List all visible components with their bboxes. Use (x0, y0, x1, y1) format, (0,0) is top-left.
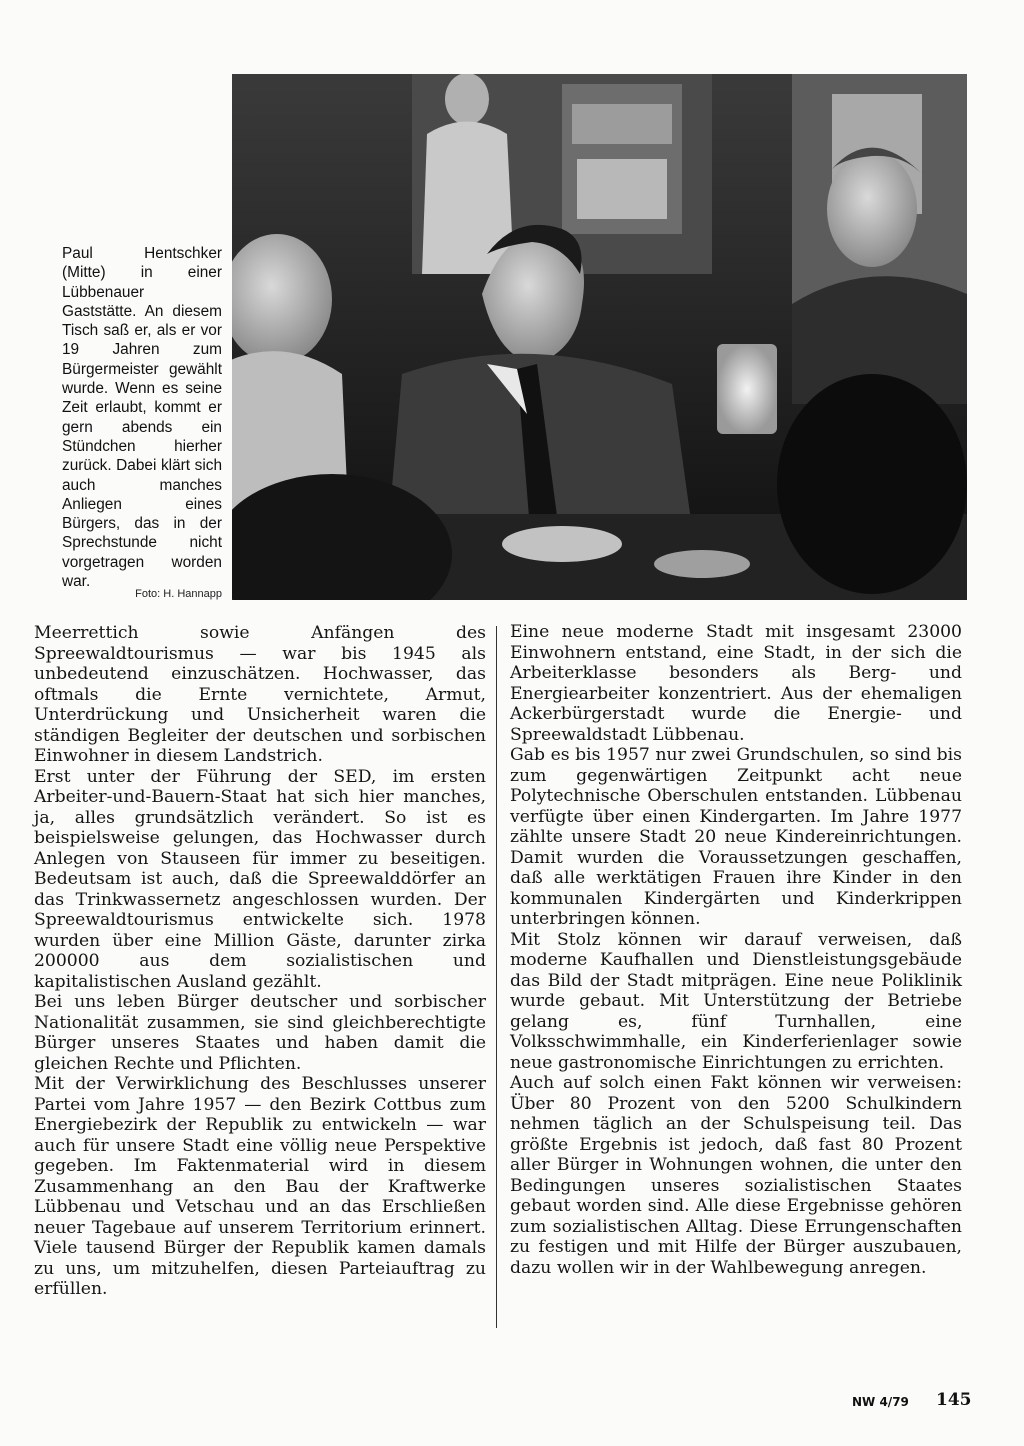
right-text-column (510, 622, 962, 1278)
caption-text: Paul Hentschker (Mitte) in einer Lübbenauer Gaststätte. An diesem Tisch saß er, als er vor 19 Jahren zum Bürgermeister gewählt wurde. Wenn es seine Zeit erlaubt, kommt er gern abends ein Stündchen hierher zurück. Dabei klärt sich auch manches Anliegen eines Bürgers, das in der Sprechstunde nicht vorgetragen worden war. (62, 245, 222, 591)
paragraph: Mit Stolz können wir darauf verweisen, daß moderne Kaufhallen und Dienstleistungsgebäude das Bild der Stadt mitprägen. Eine neue Poliklinik wurde gebaut. Mit Unterstützung der Betriebe gelang es, fünf Turnhallen, eine Volksschwimmhalle, ein Kinderferienlager sowie neue gastronomische Einrichtungen zu errichten. (510, 929, 962, 1073)
page-number: 145 (936, 1390, 972, 1410)
photo-illustration (232, 74, 967, 600)
paragraph: Erst unter der Führung der SED, im ersten Arbeiter-und-Bauern-Staat hat sich hier manches, ja, alles grundsätzlich verändert. So ist es beispielsweise gelungen, das Hochwasser durch Anlegen von Stauseen für immer zu beseitigen. Bedeutsam ist auch, daß die Spreewalddörfer an das Trinkwassernetz angeschlossen wurden. Der Spreewaldtourismus entwickelte sich. 1978 wurden über eine Million Gäste, darunter zirka 200000 aus dem sozialistischen und kapitalistischen Ausland gezählt. (34, 766, 486, 992)
paragraph: Mit der Verwirklichung des Beschlusses unserer Partei vom Jahre 1957 — den Bezirk Cottbus zum Energiebezirk der Republik zu entwickeln — war auch für unsere Stadt eine völlig neue Perspektive gegeben. Im Faktenmaterial wird in diesem Zusammenhang an den Bau der Kraftwerke Lübbenau und Vetschau und an das Erschließen neuer Tagebaue auf unserem Territorium erinnert. Viele tausend Bürger der Republik kamen damals zu uns, um mitzuhelfen, diesen Parteiauftrag zu erfüllen. (34, 1074, 486, 1299)
left-text-column (34, 623, 486, 1300)
restaurant-photo (232, 74, 967, 600)
paragraph: Eine neue moderne Stadt mit insgesamt 23000 Einwohnern entstand, eine Stadt, in der sich die Arbeiterklasse besonders als Berg- und Energiearbeiter konzentriert. Aus der ehemaligen Ackerbürgerstadt wurde die Energie- und Spreewaldstadt Lübbenau. (510, 622, 962, 745)
column-divider (496, 626, 497, 1328)
paragraph: Meerrettich sowie Anfängen des Spreewaldtourismus — war bis 1945 als unbedeutend einzuschätzen. Hochwasser, das oftmals die Ernte vernichtete, Armut, Unterdrückung und Unsicherheit waren die ständigen Begleiter der deutschen und sorbischen Einwohner in diesem Landstrich. (34, 623, 486, 766)
issue-label: NW 4/79 (852, 1395, 909, 1409)
paragraph: Gab es bis 1957 nur zwei Grundschulen, so sind bis zum gegenwärtigen Zeitpunkt acht neue Polytechnische Oberschulen entstanden. Lübbenau verfügte über einen Kindergarten. Im Jahre 1977 zählte unsere Stadt 20 neue Kindereinrichtungen. Damit wurden die Voraussetzungen geschaffen, daß alle werktätigen Frauen ihre Kinder in den kommunalen Kindergärten und Kinderkrippen unterbringen können. (510, 745, 962, 929)
paragraph: Bei uns leben Bürger deutscher und sorbischer Nationalität zusammen, sie sind gleichberechtigte Bürger unseres Staates und haben damit die gleichen Rechte und Pflichten. (34, 992, 486, 1074)
photo-caption (62, 244, 222, 591)
paragraph: Auch auf solch einen Fakt können wir verweisen: Über 80 Prozent von den 5200 Schulkindern nehmen täglich an der Schulspeisung teil. Das größte Ergebnis ist jedoch, daß fast 80 Prozent aller Bürger in Wohnungen wohnen, die unter den Bedingungen unseres sozialistischen Staates gebaut worden sind. Alle diese Ergebnisse gehören zum sozialistischen Alltag. Diese Errungenschaften zu festigen und mit Hilfe der Bürger auszubauen, dazu wollen wir in der Wahlbewegung anregen. (510, 1073, 962, 1278)
photo-credit: Foto: H. Hannapp (135, 588, 222, 600)
